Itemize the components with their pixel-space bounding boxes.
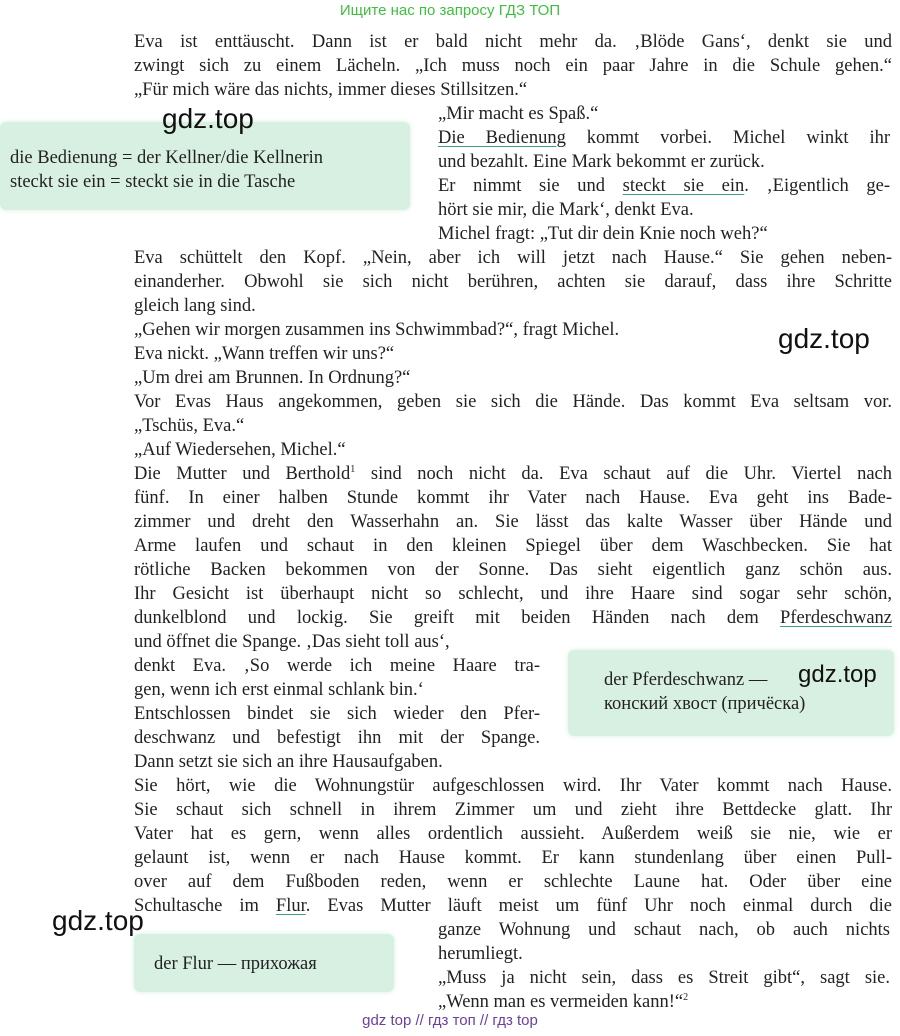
text-line: Eva ist enttäuscht. Dann ist er bald nicht mehr da. ‚Blöde Gans‘, denkt sie und (134, 32, 892, 52)
text-line: „Um drei am Brunnen. In Ordnung?“ (134, 368, 411, 388)
text-line (438, 174, 890, 198)
text-line: zimmer und dreht den Wasserhahn an. Sie lässt das kalte Wasser über Hände und (134, 512, 892, 532)
text-line: Sie hört, wie die Wohnungstür aufgeschlossen wird. Ihr Vater kommt nach Hause. (134, 776, 892, 796)
text-line: ganze Wohnung und schaut nach, ob auch nichts (438, 920, 890, 940)
text-line: fünf. In einer halben Stunde kommt ihr Vater nach Hause. Eva geht ins Bade- (134, 488, 892, 508)
text-line: „Auf Wiedersehen, Michel.“ (134, 440, 346, 460)
footnote-mark: 1 (350, 463, 356, 475)
watermark: gdz.top (52, 905, 144, 936)
text-span: „Wenn man es vermeiden kann!“ (438, 992, 684, 1012)
text-line: gelaunt ist, wenn er nach Hause kommt. Er kann stundenlang über einen Pull- (134, 848, 892, 868)
gloss-line: der Flur — прихожая (154, 954, 317, 974)
text-line: hört sie mir, die Mark‘, denkt Eva. (438, 200, 694, 220)
text-line: Vater hat es gern, wenn alles ordentlich aussieht. Außerdem weiß sie nie, wie er (134, 824, 892, 844)
text-span: . ‚Eigentlich ge- (744, 176, 890, 196)
text-line: rötliche Backen bekommen von der Sonne. Das sieht eigentlich ganz schön aus. (134, 560, 892, 580)
gloss-box-flur (134, 934, 394, 992)
text-line: denkt Eva. ‚So werde ich meine Haare tra- (134, 656, 540, 676)
text-line: gleich lang sind. (134, 296, 256, 316)
text-line: und bezahlt. Eine Mark bekommt er zurück. (438, 152, 765, 172)
glossed-term: Pferdeschwanz (780, 608, 892, 628)
text-line: over auf dem Fußboden reden, wenn er schlechte Laune hat. Oder über eine (134, 872, 892, 892)
text-span: kommt vorbei. Michel winkt ihr (565, 128, 890, 148)
text-line: Eva schüttelt den Kopf. „Nein, aber ich will jetzt nach Hause.“ Sie gehen neben- (134, 248, 892, 268)
text-line: und öffnet die Spange. ‚Das sieht toll aus‘, (134, 632, 450, 652)
text-line: „Gehen wir morgen zusammen ins Schwimmbad?“, fragt Michel. (134, 320, 620, 340)
text-line: herumliegt. (438, 944, 523, 964)
text-line (134, 462, 892, 486)
text-span: dunkelblond und lockig. Sie greift mit beiden Händen nach dem (134, 608, 781, 628)
top-banner: Ищите нас по запросу ГДЗ ТОП (339, 2, 561, 19)
gloss-line: steckt sie ein = steckt sie in die Tasche (10, 172, 296, 192)
text-line: Ihr Gesicht ist überhaupt nicht so schlecht, und ihre Haare sind sogar sehr schön, (134, 584, 892, 604)
glossed-term: steckt sie ein (622, 176, 745, 196)
text-line: zwingt sich zu einem Lächeln. „Ich muss noch ein paar Jahre in die Schule gehen.“ (134, 56, 892, 76)
text-line: „Tschüs, Eva.“ (134, 416, 245, 436)
text-line (134, 894, 892, 918)
text-span: Er nimmt sie und (438, 176, 623, 196)
text-line: Vor Evas Haus angekommen, geben sie sich die Hände. Das kommt Eva seltsam vor. (134, 392, 892, 412)
text-span: . Evas Mutter läuft meist um fünf Uhr noch einmal durch die (305, 896, 892, 916)
text-line: „Muss ja nicht sein, dass es Streit gibt“, sagt sie. (438, 968, 890, 988)
text-line: „Mir macht es Spaß.“ (438, 104, 599, 124)
text-line: Arme laufen und schaut in den kleinen Spiegel über dem Waschbecken. Sie hat (134, 536, 892, 556)
gloss-line: die Bedienung = der Kellner/die Kellnerin (10, 148, 324, 168)
text-line: Entschlossen bindet sie sich wieder den Pfer- (134, 704, 540, 724)
bottom-banner: gdz top // гдз топ // гдз top (362, 1012, 538, 1029)
text-line (438, 126, 890, 150)
gloss-line: der Pferdeschwanz — (604, 670, 768, 690)
text-line: „Für mich wäre das nichts, immer dieses Stillsitzen.“ (134, 80, 528, 100)
text-line: Sie schaut sich schnell in ihrem Zimmer um und zieht ihre Bettdecke glatt. Ihr (134, 800, 892, 820)
watermark: gdz.top (798, 661, 877, 688)
text-span: sind noch nicht da. Eva schaut auf die Uhr. Viertel nach (355, 464, 892, 484)
gloss-line: конский хвост (причёска) (604, 694, 806, 714)
watermark: gdz.top (162, 103, 254, 134)
text-line: Dann setzt sie sich an ihre Hausaufgaben. (134, 752, 443, 772)
gloss-box-bedienung (0, 122, 410, 210)
text-line: einanderher. Obwohl sie sich nicht berühren, achten sie darauf, dass ihre Schritte (134, 272, 892, 292)
watermark: gdz.top (778, 323, 870, 354)
text-line: deschwanz und befestigt ihn mit der Spange. (134, 728, 540, 748)
text-line: Eva nickt. „Wann treffen wir uns?“ (134, 344, 395, 364)
glossed-term: Flur (275, 896, 306, 916)
text-span: Schultasche im (134, 896, 276, 916)
text-span: Die Mutter und Berthold (134, 464, 351, 484)
text-line: Michel fragt: „Tut dir dein Knie noch weh?“ (438, 224, 768, 244)
text-line: gen, wenn ich erst einmal schlank bin.‘ (134, 680, 424, 700)
text-line (134, 606, 892, 630)
footnote-mark: 2 (683, 991, 689, 1003)
glossed-term: Die Bedienung (438, 128, 566, 148)
